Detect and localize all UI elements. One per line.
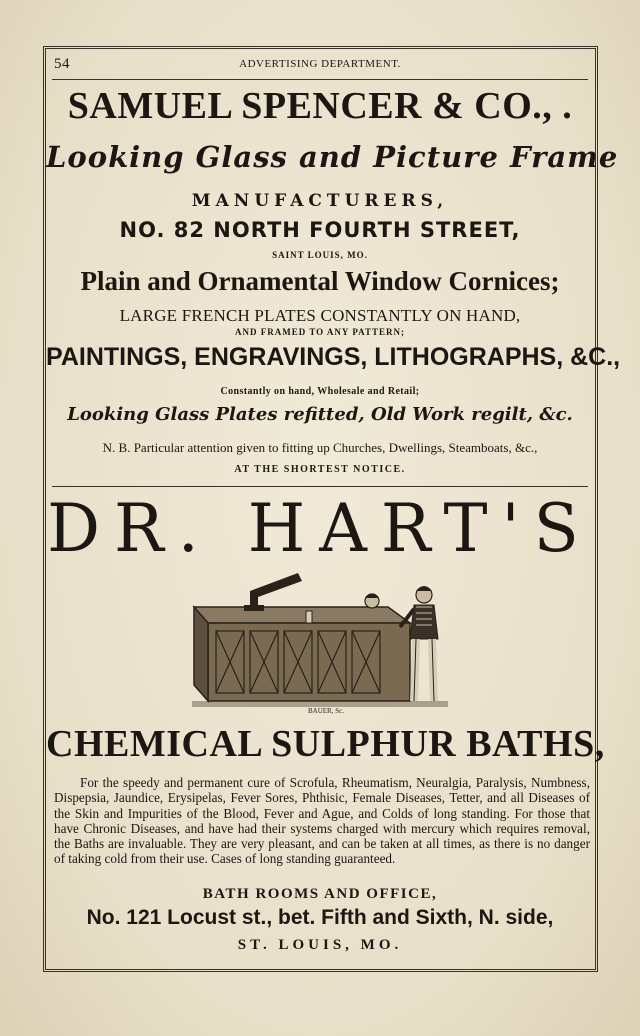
street-address: NO. 82 NORTH FOURTH STREET, — [119, 218, 521, 242]
nota-bene-line: N. B. Particular attention given to fitting up Churches, Dwellings, Steamboats, &c., — [102, 440, 538, 455]
bath-illustration — [188, 565, 452, 715]
office-address: No. 121 Locust st., bet. Fifth and Sixth, N. side, — [86, 906, 554, 929]
page-header — [52, 56, 588, 76]
sulphur-baths-title: CHEMICAL SULPHUR BATHS, — [46, 723, 605, 765]
header-rule — [52, 79, 588, 80]
notice-line: AT THE SHORTEST NOTICE. — [234, 464, 406, 475]
office-city: ST. LOUIS, MO. — [237, 937, 403, 953]
stock-line: Constantly on hand, Wholesale and Retail; — [220, 386, 420, 397]
framed-line: AND FRAMED TO ANY PATTERN; — [234, 327, 405, 337]
company-name: SAMUEL SPENCER & CO., . — [67, 85, 573, 127]
paintings-line: PAINTINGS, ENGRAVINGS, LITHOGRAPHS, &C., — [46, 343, 621, 371]
engraver-credit: BAUER, Sc. — [308, 707, 344, 715]
page-number: 54 — [54, 56, 70, 72]
office-line: BATH ROOMS AND OFFICE, — [202, 886, 438, 902]
doctor-name: DR. HART'S — [47, 490, 593, 567]
trade-line: Looking Glass and Picture Frame — [46, 140, 619, 174]
running-head: ADVERTISING DEPARTMENT. — [239, 58, 401, 70]
manufacturers-line: MANUFACTURERS, — [191, 191, 449, 211]
plates-line: LARGE FRENCH PLATES CONSTANTLY ON HAND, — [119, 306, 521, 325]
baths-description: For the speedy and permanent cure of Scrofula, Rheumatism, Neuralgia, Paralysis, Numbness, Dispepsia, Jaundice, Erysipelas, Fever Sores, Phthisic, Female Diseases, Tetter, and all Diseases of the Skin and Impurities of the Blood, Fever and Ague, and Colds of long standing. For those that have Chronic Diseases, and have had their systems charged with mercury which requires removal, the Baths are invaluable. They are very pleasant, and can be taken at all times, as there is no danger of taking cold from their use. Cases of long standing guaranteed. — [54, 775, 590, 867]
refitted-line: Looking Glass Plates refitted, Old Work regilt, &c. — [67, 404, 573, 425]
ad-divider — [52, 486, 588, 487]
city-line: SAINT LOUIS, MO. — [272, 250, 368, 260]
cornices-line: Plain and Ornamental Window Cornices; — [80, 266, 560, 296]
